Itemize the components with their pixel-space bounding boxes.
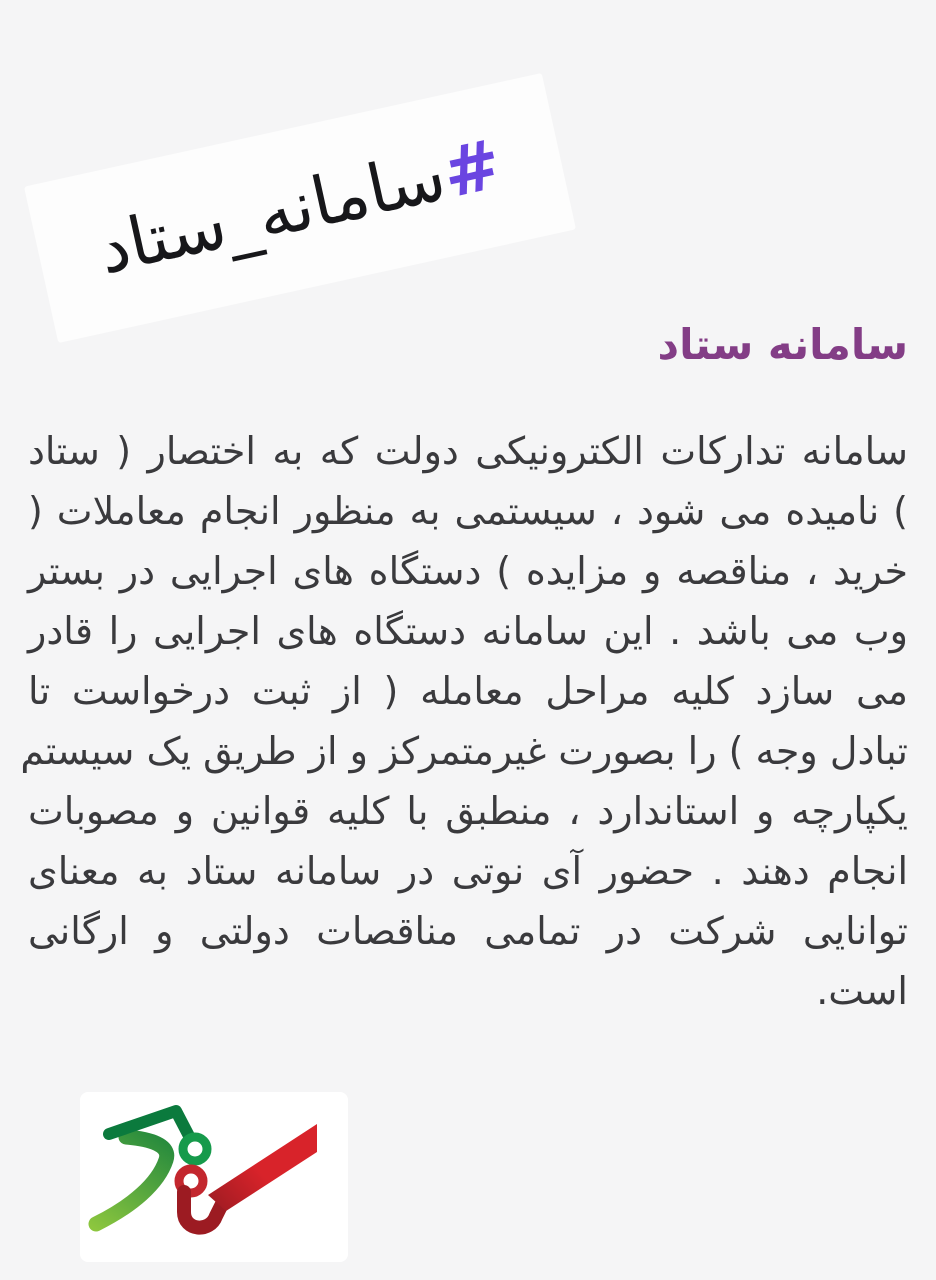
article-line: توانایی شرکت در تمامی مناقصات دولتی و ارگانی: [28, 909, 908, 953]
logo-green-body: [96, 1137, 167, 1224]
page-title: سامانه ستاد: [657, 320, 908, 369]
article-line: می سازد کلیه مراحل معامله ( از ثبت درخواست تا: [28, 669, 908, 713]
logo-green-top-bar: [109, 1111, 189, 1136]
logo-red-band: [208, 1124, 317, 1211]
hashtag-tag-label: سامانه_ستاد: [91, 137, 453, 291]
hashtag-symbol: #: [435, 124, 509, 215]
article-line: سامانه تدارکات الکترونیکی دولت که به اختصار ( ستاد: [28, 429, 908, 473]
hashtag-text: [91, 124, 509, 291]
article-line: تبادل وجه ) را بصورت غیرمتمرکز و از طریق یک سیستم: [20, 729, 908, 773]
article-line: ) نامیده می شود ، سیستمی به منظور انجام معاملات (: [28, 489, 908, 533]
article-paragraph: [20, 421, 908, 1021]
article-line: یکپارچه و استاندارد ، منطبق با کلیه قوانین و مصوبات: [28, 789, 908, 833]
article-line: است.: [816, 969, 908, 1013]
article-line: خرید ، مناقصه و مزایده ) دستگاه های اجرایی در بستر: [28, 549, 908, 593]
article-line: انجام دهند . حضور آی نوتی در سامانه ستاد به معنای: [28, 849, 908, 893]
hashtag-banner: [24, 73, 576, 343]
logo-green-ring: [183, 1137, 207, 1161]
setad-logo: [80, 1092, 348, 1262]
setad-logo-icon: [80, 1092, 348, 1262]
article-line: وب می باشد . این سامانه دستگاه های اجرایی را قادر: [28, 609, 908, 653]
